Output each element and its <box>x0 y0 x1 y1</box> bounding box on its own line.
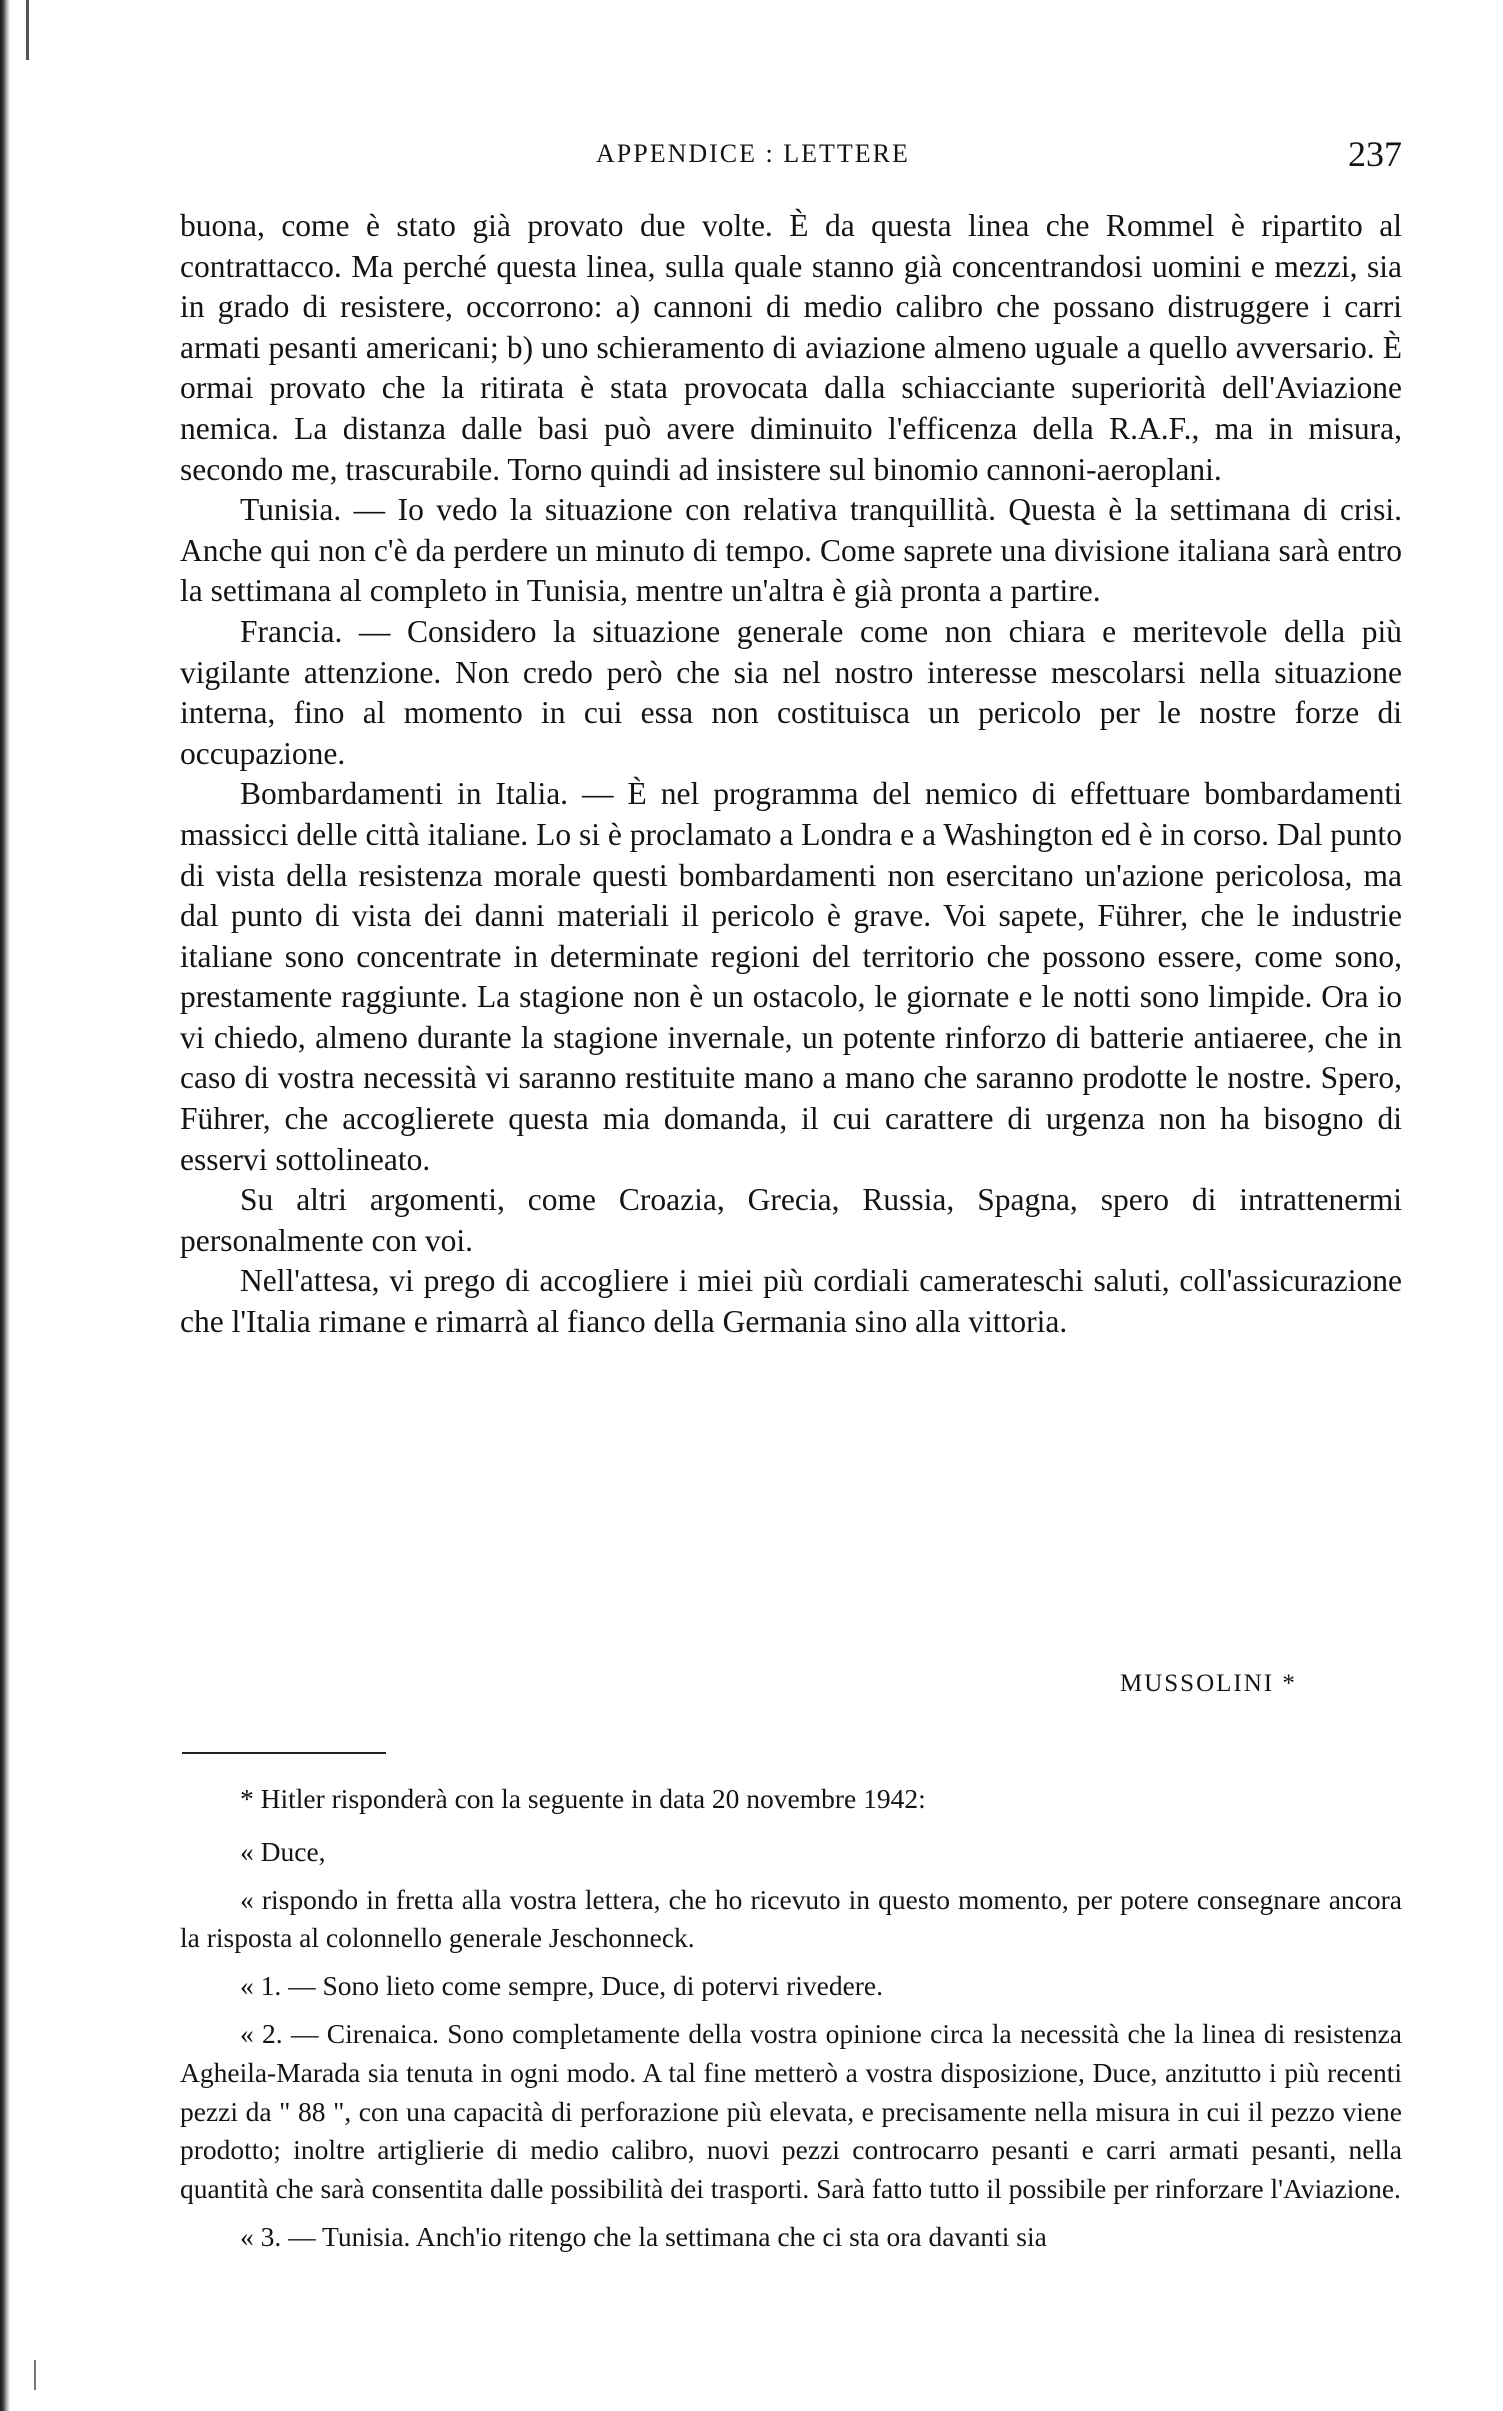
body-paragraph: Su altri argomenti, come Croazia, Grecia, Russia, Spagna, spero di intrattenermi personalmente con voi. <box>180 1182 1402 1258</box>
footnote-divider <box>182 1752 386 1754</box>
footnote-paragraph: « 1. — Sono lieto come sempre, Duce, di potervi rivedere. <box>240 1970 884 2002</box>
footnote-intro: * Hitler risponderà con la seguente in data 20 novembre 1942: <box>240 1783 926 1814</box>
letter-body <box>180 206 1402 1343</box>
scan-margin-mark-bottom <box>34 2360 46 2390</box>
page-number: 237 <box>1348 134 1402 174</box>
footnote-paragraph: « 3. — Tunisia. Anch'io ritengo che la settimana che ci sta ora davanti sia <box>240 2220 1047 2252</box>
body-paragraph: Bombardamenti in Italia. — È nel programma del nemico di effettuare bombardamenti massicci delle città italiane. Lo si è proclamato a Londra e a Washington ed è in corso. Dal punto di vista della resistenza morale questi bombardamenti non esercitano un'azione pericolosa, ma dal punto di vista dei danni materiali il pericolo è grave. Voi sapete, Führer, che le industrie italiane sono concentrate in determinate regioni del territorio che possono essere, come sono, prestamente raggiunte. La stagione non è un ostacolo, le giornate e le notti sono limpide. Ora io vi chiedo, almeno durante la stagione invernale, un potente rinforzo di batterie antiaeree, che in caso di vostra necessità vi saranno restituite mano a mano che saranno prodotte le nostre. Spero, Führer, che accoglierete questa mia domanda, il cui carattere di urgenza non ha bisogno di esservi sottolineato. <box>180 776 1402 1177</box>
book-spine-shadow <box>0 0 10 2411</box>
footnote-block <box>180 1780 1402 2266</box>
footnote-salutation: « Duce, <box>240 1835 326 1867</box>
body-paragraph: Nell'attesa, vi prego di accogliere i miei più cordiali camerateschi saluti, coll'assicurazione che l'Italia rimane e rimarrà al fianco della Germania sino alla vittoria. <box>180 1263 1402 1340</box>
footnote-paragraph: « rispondo in fretta alla vostra lettera, che ho ricevuto in questo momento, per potere consegnare ancora la risposta al colonnello generale Jeschonneck. <box>180 1883 1402 1954</box>
signature: MUSSOLINI * <box>1120 1670 1297 1697</box>
scan-margin-mark <box>26 0 29 60</box>
body-paragraph: Tunisia. — Io vedo la situazione con relativa tranquillità. Questa è la settimana di crisi. Anche qui non c'è da perdere un minuto di tempo. Come saprete una divisione italiana sarà entro la settimana al completo in Tunisia, mentre un'altra è già pronta a partire. <box>180 492 1402 609</box>
footnote-paragraph: « 2. — Cirenaica. Sono completamente della vostra opinione circa la necessità che la linea di resistenza Agheila-Marada sia tenuta in ogni modo. A tal fine metterò a vostra disposizione, Duce, anzitutto i più recenti pezzi da " 88 ", con una capacità di perforazione più elevata, e precisamente nella misura in cui il pezzo viene prodotto; inoltre artiglierie di medio calibro, nuovi pezzi controcarro pesanti e carri armati pesanti, nella quantità che sarà consentita dalle possibilità dei trasporti. Sarà fatto tutto il possibile per rinforzare l'Aviazione. <box>180 2017 1402 2205</box>
running-head <box>180 133 1402 183</box>
body-paragraph: buona, come è stato già provato due volte. È da questa linea che Rommel è ripartito al contrattacco. Ma perché questa linea, sulla quale stanno già concentrandosi uomini e mezzi, sia in grado di resistere, occorrono: a) cannoni di medio calibro che possano distruggere i carri armati pesanti americani; b) uno schieramento di aviazione almeno uguale a quello avversario. È ormai provato che la ritirata è stata provocata dalla schiacciante superiorità dell'Aviazione nemica. La distanza dalle basi può avere diminuito l'efficenza della R.A.F., ma in misura, secondo me, trascurabile. Torno quindi ad insistere sul binomio cannoni-aeroplani. <box>180 208 1402 487</box>
running-title: APPENDICE : LETTERE <box>596 139 910 168</box>
body-paragraph: Francia. — Considero la situazione generale come non chiara e meritevole della più vigilante attenzione. Non credo però che sia nel nostro interesse mescolarsi nella situazione interna, fino al momento in cui essa non costituisca un pericolo per le nostre forze di occupazione. <box>180 613 1402 771</box>
